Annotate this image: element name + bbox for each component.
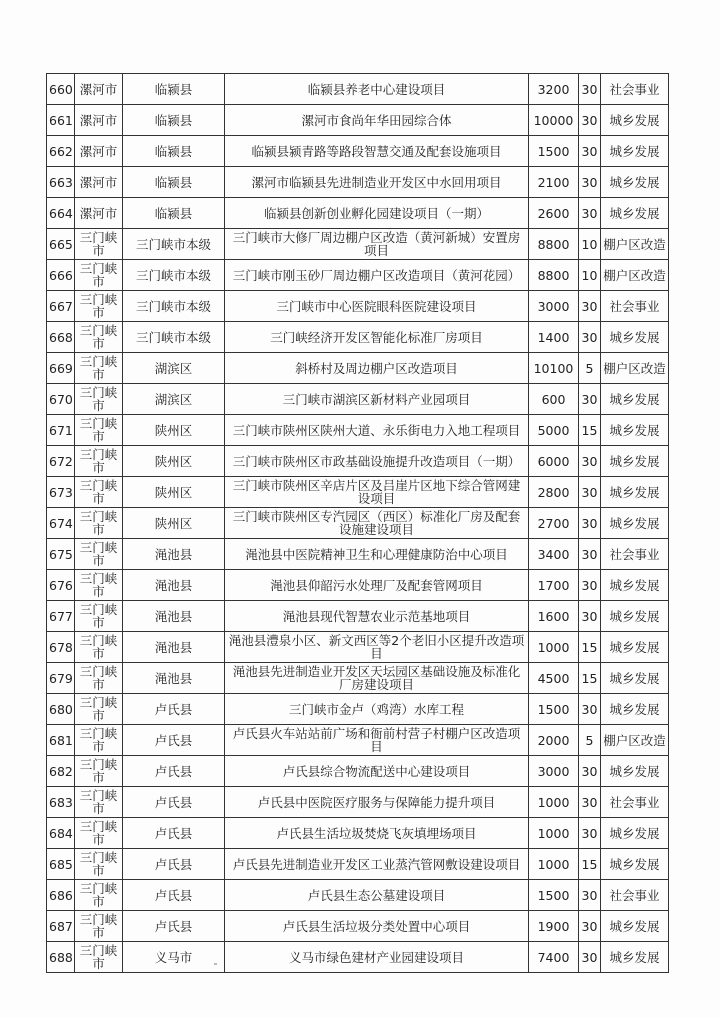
project-name-cell: 卢氏县中医院医疗服务与保障能力提升项目 [225, 787, 529, 818]
amount-cell: 1000 [529, 849, 579, 880]
amount-cell: 5000 [529, 415, 579, 446]
amount-cell: 1600 [529, 601, 579, 632]
county-cell: 陕州区 [123, 446, 225, 477]
term-years-cell: 30 [579, 942, 601, 973]
project-name-cell: 义马市绿色建材产业园建设项目 [225, 942, 529, 973]
project-name-cell: 渑池县先进制造业开发区天坛园区基础设施及标准化厂房建设项目 [225, 663, 529, 694]
county-cell: 卢氏县 [123, 725, 225, 756]
county-cell: 卢氏县 [123, 756, 225, 787]
row-number-cell: 684 [47, 818, 75, 849]
county-cell: 临颍县 [123, 167, 225, 198]
county-cell: 湖滨区 [123, 353, 225, 384]
project-name-cell: 三门峡市陕州区专汽园区（西区）标准化厂房及配套设施建设项目 [225, 508, 529, 539]
table-row [47, 446, 669, 477]
table-row [47, 601, 669, 632]
amount-cell: 1500 [529, 136, 579, 167]
term-years-cell: 15 [579, 415, 601, 446]
category-cell: 城乡发展 [601, 942, 669, 973]
project-name-cell: 渑池县仰韶污水处理厂及配套管网项目 [225, 570, 529, 601]
project-name-cell: 漯河市临颍县先进制造业开发区中水回用项目 [225, 167, 529, 198]
project-name-cell: 卢氏县先进制造业开发区工业蒸汽管网敷设建设项目 [225, 849, 529, 880]
amount-cell: 600 [529, 384, 579, 415]
county-cell: 陕州区 [123, 477, 225, 508]
term-years-cell: 30 [579, 694, 601, 725]
amount-cell: 4500 [529, 663, 579, 694]
category-cell: 社会事业 [601, 291, 669, 322]
table-row [47, 322, 669, 353]
city-cell: 三门峡市 [75, 663, 123, 694]
category-cell: 棚户区改造 [601, 229, 669, 260]
category-cell: 城乡发展 [601, 446, 669, 477]
county-cell: 渑池县 [123, 601, 225, 632]
category-cell: 棚户区改造 [601, 725, 669, 756]
amount-cell: 1000 [529, 787, 579, 818]
amount-cell: 10000 [529, 105, 579, 136]
table-row [47, 880, 669, 911]
row-number-cell: 678 [47, 632, 75, 663]
city-cell: 三门峡市 [75, 787, 123, 818]
term-years-cell: 30 [579, 105, 601, 136]
project-name-cell: 渑池县澧泉小区、新文西区等2个老旧小区提升改造项目 [225, 632, 529, 663]
amount-cell: 8800 [529, 260, 579, 291]
table-row [47, 74, 669, 105]
amount-cell: 1900 [529, 911, 579, 942]
city-cell: 三门峡市 [75, 353, 123, 384]
row-number-cell: 688 [47, 942, 75, 973]
city-cell: 三门峡市 [75, 260, 123, 291]
amount-cell: 1700 [529, 570, 579, 601]
project-name-cell: 临颍县养老中心建设项目 [225, 74, 529, 105]
project-name-cell: 渑池县中医院精神卫生和心理健康防治中心项目 [225, 539, 529, 570]
project-name-cell: 卢氏县生活垃圾分类处置中心项目 [225, 911, 529, 942]
term-years-cell: 10 [579, 229, 601, 260]
row-number-cell: 677 [47, 601, 75, 632]
project-name-cell: 卢氏县生活垃圾焚烧飞灰填埋场项目 [225, 818, 529, 849]
table-row [47, 291, 669, 322]
city-cell: 三门峡市 [75, 756, 123, 787]
category-cell: 城乡发展 [601, 384, 669, 415]
city-cell: 三门峡市 [75, 229, 123, 260]
amount-cell: 2700 [529, 508, 579, 539]
city-cell: 三门峡市 [75, 446, 123, 477]
term-years-cell: 30 [579, 508, 601, 539]
table-row [47, 942, 669, 973]
county-cell: 陕州区 [123, 508, 225, 539]
term-years-cell: 30 [579, 880, 601, 911]
table-body [47, 74, 669, 973]
project-name-cell: 三门峡市陕州区市政基础设施提升改造项目（一期） [225, 446, 529, 477]
row-number-cell: 671 [47, 415, 75, 446]
category-cell: 城乡发展 [601, 756, 669, 787]
county-cell: 临颍县 [123, 74, 225, 105]
county-cell: 临颍县 [123, 198, 225, 229]
county-cell: 三门峡市本级 [123, 260, 225, 291]
city-cell: 三门峡市 [75, 911, 123, 942]
city-cell: 三门峡市 [75, 322, 123, 353]
row-number-cell: 676 [47, 570, 75, 601]
county-cell: 渑池县 [123, 570, 225, 601]
row-number-cell: 663 [47, 167, 75, 198]
amount-cell: 8800 [529, 229, 579, 260]
row-number-cell: 665 [47, 229, 75, 260]
city-cell: 三门峡市 [75, 725, 123, 756]
county-cell: 卢氏县 [123, 849, 225, 880]
project-name-cell: 卢氏县火车站站前广场和衙前村营子村棚户区改造项目 [225, 725, 529, 756]
amount-cell: 1000 [529, 632, 579, 663]
city-cell: 三门峡市 [75, 539, 123, 570]
term-years-cell: 30 [579, 818, 601, 849]
county-cell: 临颍县 [123, 136, 225, 167]
term-years-cell: 30 [579, 756, 601, 787]
table-row [47, 229, 669, 260]
term-years-cell: 30 [579, 167, 601, 198]
term-years-cell: 30 [579, 291, 601, 322]
table-row [47, 539, 669, 570]
term-years-cell: 30 [579, 136, 601, 167]
category-cell: 城乡发展 [601, 911, 669, 942]
table-row [47, 632, 669, 663]
amount-cell: 3000 [529, 756, 579, 787]
county-cell: 三门峡市本级 [123, 291, 225, 322]
table-row [47, 663, 669, 694]
row-number-cell: 662 [47, 136, 75, 167]
row-number-cell: 670 [47, 384, 75, 415]
category-cell: 城乡发展 [601, 415, 669, 446]
table-row [47, 198, 669, 229]
category-cell: 城乡发展 [601, 136, 669, 167]
category-cell: 棚户区改造 [601, 353, 669, 384]
row-number-cell: 686 [47, 880, 75, 911]
row-number-cell: 674 [47, 508, 75, 539]
category-cell: 城乡发展 [601, 198, 669, 229]
county-cell: 三门峡市本级 [123, 322, 225, 353]
category-cell: 社会事业 [601, 880, 669, 911]
category-cell: 城乡发展 [601, 477, 669, 508]
category-cell: 城乡发展 [601, 167, 669, 198]
term-years-cell: 10 [579, 260, 601, 291]
table-row [47, 725, 669, 756]
table-row [47, 849, 669, 880]
city-cell: 三门峡市 [75, 849, 123, 880]
project-name-cell: 斜桥村及周边棚户区改造项目 [225, 353, 529, 384]
row-number-cell: 673 [47, 477, 75, 508]
county-cell: 渑池县 [123, 539, 225, 570]
category-cell: 城乡发展 [601, 632, 669, 663]
project-name-cell: 渑池县现代智慧农业示范基地项目 [225, 601, 529, 632]
amount-cell: 2600 [529, 198, 579, 229]
term-years-cell: 5 [579, 725, 601, 756]
city-cell: 三门峡市 [75, 942, 123, 973]
project-table [46, 73, 669, 973]
amount-cell: 7400 [529, 942, 579, 973]
county-cell: 卢氏县 [123, 694, 225, 725]
table-row [47, 384, 669, 415]
category-cell: 社会事业 [601, 74, 669, 105]
city-cell: 三门峡市 [75, 384, 123, 415]
city-cell: 三门峡市 [75, 694, 123, 725]
category-cell: 城乡发展 [601, 818, 669, 849]
amount-cell: 2000 [529, 725, 579, 756]
amount-cell: 10100 [529, 353, 579, 384]
city-cell: 漯河市 [75, 136, 123, 167]
project-name-cell: 三门峡市刚玉砂厂周边棚户区改造项目（黄河花园） [225, 260, 529, 291]
term-years-cell: 30 [579, 198, 601, 229]
row-number-cell: 681 [47, 725, 75, 756]
table-row [47, 694, 669, 725]
city-cell: 漯河市 [75, 74, 123, 105]
category-cell: 城乡发展 [601, 570, 669, 601]
project-name-cell: 临颍县颍青路等路段智慧交通及配套设施项目 [225, 136, 529, 167]
amount-cell: 1000 [529, 818, 579, 849]
city-cell: 三门峡市 [75, 601, 123, 632]
category-cell: 城乡发展 [601, 322, 669, 353]
term-years-cell: 30 [579, 446, 601, 477]
project-name-cell: 临颍县创新创业孵化园建设项目（一期） [225, 198, 529, 229]
term-years-cell: 30 [579, 384, 601, 415]
amount-cell: 1400 [529, 322, 579, 353]
table-row [47, 756, 669, 787]
project-name-cell: 三门峡市湖滨区新材料产业园项目 [225, 384, 529, 415]
city-cell: 三门峡市 [75, 570, 123, 601]
term-years-cell: 15 [579, 663, 601, 694]
amount-cell: 1500 [529, 694, 579, 725]
row-number-cell: 667 [47, 291, 75, 322]
category-cell: 社会事业 [601, 539, 669, 570]
city-cell: 三门峡市 [75, 880, 123, 911]
table-row [47, 570, 669, 601]
city-cell: 三门峡市 [75, 291, 123, 322]
county-cell: 渑池县 [123, 632, 225, 663]
project-name-cell: 漯河市食尚年华田园综合体 [225, 105, 529, 136]
row-number-cell: 661 [47, 105, 75, 136]
table-row [47, 353, 669, 384]
amount-cell: 2800 [529, 477, 579, 508]
county-cell: 卢氏县 [123, 818, 225, 849]
term-years-cell: 30 [579, 911, 601, 942]
category-cell: 城乡发展 [601, 663, 669, 694]
term-years-cell: 30 [579, 539, 601, 570]
city-cell: 三门峡市 [75, 818, 123, 849]
term-years-cell: 30 [579, 601, 601, 632]
project-name-cell: 卢氏县综合物流配送中心建设项目 [225, 756, 529, 787]
term-years-cell: 30 [579, 570, 601, 601]
term-years-cell: 30 [579, 477, 601, 508]
amount-cell: 3400 [529, 539, 579, 570]
table-row [47, 415, 669, 446]
amount-cell: 3200 [529, 74, 579, 105]
city-cell: 三门峡市 [75, 477, 123, 508]
row-number-cell: 679 [47, 663, 75, 694]
city-cell: 三门峡市 [75, 508, 123, 539]
county-cell: 陕州区 [123, 415, 225, 446]
row-number-cell: 669 [47, 353, 75, 384]
row-number-cell: 664 [47, 198, 75, 229]
county-cell: 卢氏县 [123, 911, 225, 942]
row-number-cell: 682 [47, 756, 75, 787]
project-name-cell: 卢氏县生态公墓建设项目 [225, 880, 529, 911]
row-number-cell: 660 [47, 74, 75, 105]
amount-cell: 2100 [529, 167, 579, 198]
row-number-cell: 680 [47, 694, 75, 725]
term-years-cell: 30 [579, 787, 601, 818]
term-years-cell: 30 [579, 322, 601, 353]
table-row [47, 818, 669, 849]
amount-cell: 6000 [529, 446, 579, 477]
table-row [47, 105, 669, 136]
category-cell: 城乡发展 [601, 849, 669, 880]
table-row [47, 911, 669, 942]
project-name-cell: 三门峡市陕州区陕州大道、永乐街电力入地工程项目 [225, 415, 529, 446]
term-years-cell: 15 [579, 849, 601, 880]
table-row [47, 508, 669, 539]
county-cell: 临颍县 [123, 105, 225, 136]
table-row [47, 477, 669, 508]
project-name-cell: 三门峡市大修厂周边棚户区改造（黄河新城）安置房项目 [225, 229, 529, 260]
county-cell: 湖滨区 [123, 384, 225, 415]
city-cell: 漯河市 [75, 167, 123, 198]
row-number-cell: 675 [47, 539, 75, 570]
category-cell: 城乡发展 [601, 508, 669, 539]
city-cell: 漯河市 [75, 105, 123, 136]
table-row [47, 136, 669, 167]
project-name-cell: 三门峡经济开发区智能化标准厂房项目 [225, 322, 529, 353]
table-row [47, 787, 669, 818]
row-number-cell: 672 [47, 446, 75, 477]
county-cell: 三门峡市本级 [123, 229, 225, 260]
category-cell: 社会事业 [601, 787, 669, 818]
county-cell: 义马市 [123, 942, 225, 973]
amount-cell: 3000 [529, 291, 579, 322]
table-row [47, 260, 669, 291]
term-years-cell: 15 [579, 632, 601, 663]
term-years-cell: 30 [579, 74, 601, 105]
category-cell: 城乡发展 [601, 105, 669, 136]
row-number-cell: 666 [47, 260, 75, 291]
city-cell: 三门峡市 [75, 415, 123, 446]
row-number-cell: 668 [47, 322, 75, 353]
city-cell: 三门峡市 [75, 632, 123, 663]
amount-cell: 1500 [529, 880, 579, 911]
project-name-cell: 三门峡市陕州区辛店片区及吕崖片区地下综合管网建设项目 [225, 477, 529, 508]
category-cell: 城乡发展 [601, 601, 669, 632]
scan-mark [214, 963, 217, 965]
category-cell: 城乡发展 [601, 694, 669, 725]
county-cell: 渑池县 [123, 663, 225, 694]
county-cell: 卢氏县 [123, 787, 225, 818]
city-cell: 漯河市 [75, 198, 123, 229]
county-cell: 卢氏县 [123, 880, 225, 911]
row-number-cell: 683 [47, 787, 75, 818]
table-row [47, 167, 669, 198]
project-name-cell: 三门峡市金卢（鸡湾）水库工程 [225, 694, 529, 725]
project-name-cell: 三门峡市中心医院眼科医院建设项目 [225, 291, 529, 322]
row-number-cell: 687 [47, 911, 75, 942]
term-years-cell: 5 [579, 353, 601, 384]
category-cell: 棚户区改造 [601, 260, 669, 291]
row-number-cell: 685 [47, 849, 75, 880]
